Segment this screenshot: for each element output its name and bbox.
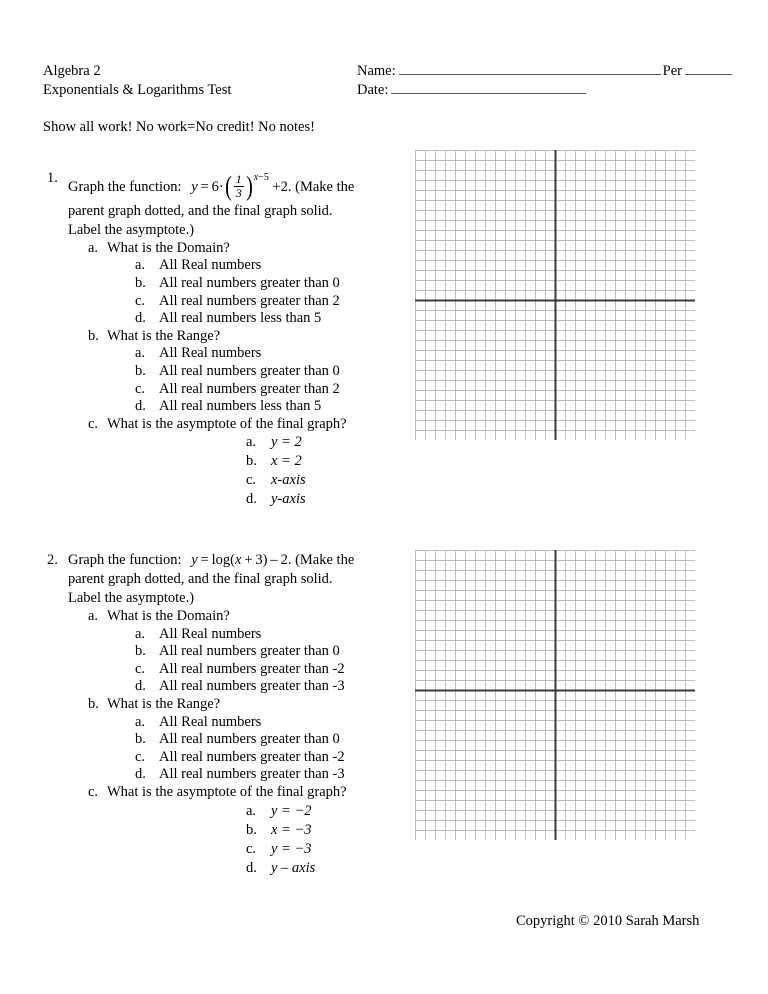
question-2-instruction-3: Label the asymptote.) [68,590,195,606]
option-text: All Real numbers [159,625,262,642]
option-item[interactable] [43,257,413,275]
name-row [357,62,734,81]
question-1-part-b [43,328,413,346]
graph-area-question-1[interactable] [415,150,695,440]
question-2 [43,550,413,878]
part-question: What is the Range? [107,695,221,712]
option-marker: c. [135,380,146,397]
part-question: What is the Range? [107,327,221,344]
coordinate-grid-1[interactable] [415,150,695,440]
equation-plus: + [272,178,281,195]
question-2-number: 2. [47,552,58,568]
question-1-part-a [43,240,413,258]
date-row [357,81,734,100]
question-1 [43,168,413,509]
option-marker: d. [246,491,257,508]
question-1-make-the: (Make the [295,178,355,195]
equation-coefficient: 6 [211,178,219,195]
equation-exponent [254,172,269,183]
option-text: All Real numbers [159,713,262,730]
option-item[interactable] [43,293,413,311]
option-item[interactable] [43,714,413,732]
equation-minus: – [270,552,278,568]
equation-fraction [234,173,244,199]
option-item[interactable] [43,643,413,661]
exponent-op: − [258,172,264,183]
header-left [43,62,231,100]
question-2-instruction-2: parent graph dotted, and the final graph solid. [68,571,333,587]
option-marker: c. [246,840,257,857]
option-item[interactable] [43,363,413,381]
close-paren: ) [245,170,253,201]
part-question: What is the Domain? [107,239,230,256]
option-marker: d. [135,398,146,415]
option-text: All Real numbers [159,257,262,274]
option-item[interactable] [43,840,413,859]
option-marker: d. [135,310,146,327]
option-text: All real numbers greater than 0 [159,731,340,748]
part-question: What is the asymptote of the final graph? [107,415,347,432]
option-item[interactable] [43,490,413,509]
question-1-prompt-line [68,168,413,202]
fraction-denominator: 3 [235,186,242,200]
part-question: What is the Domain? [107,608,230,624]
test-title: Exponentials & Logarithms Test [43,82,232,98]
option-marker: d. [135,678,146,695]
question-1-prompt: Graph the function: [68,178,182,195]
open-paren: ( [224,170,232,201]
part-question: What is the asymptote of the final graph? [107,783,347,800]
name-blank-field[interactable] [399,62,661,75]
equation-constant: 2 [280,178,288,195]
option-text: All real numbers greater than 0 [159,275,340,292]
question-2-part-a [43,608,413,626]
option-item[interactable] [43,310,413,328]
option-item[interactable] [43,749,413,767]
question-2-prompt-line [68,550,413,570]
option-marker: c. [246,472,257,489]
option-item[interactable] [43,661,413,679]
part-marker: a. [88,239,99,256]
option-text: x = 2 [271,453,302,470]
exponent-var: x [253,172,259,183]
question-2-part-b [43,696,413,714]
question-2-equation [191,552,295,568]
part-marker: a. [88,608,99,624]
equation-arg-var: x [234,552,242,568]
option-marker: c. [135,292,146,309]
date-label: Date: [357,82,389,98]
option-marker: a. [246,434,257,451]
option-text: y = 2 [271,434,302,451]
option-marker: b. [246,821,257,838]
equation-close-paren: ) [262,552,268,568]
date-blank-field[interactable] [391,81,586,94]
option-text: x = −3 [271,821,312,838]
option-marker: a. [135,257,146,274]
option-item[interactable] [43,452,413,471]
question-1-equation [191,170,295,201]
option-text: All real numbers less than 5 [159,398,322,415]
question-1-stem [43,168,413,240]
option-text: All real numbers greater than -2 [159,748,345,765]
exponent-num: 5 [263,172,269,183]
option-marker: a. [135,713,146,730]
option-text: All real numbers greater than -3 [159,766,345,783]
equation-lhs: y [191,178,198,195]
question-1-instruction-2: parent graph dotted, and the final graph solid. [68,202,333,219]
option-text: All real numbers less than 5 [159,310,322,327]
equation-equals: = [200,552,209,568]
question-1-instruction-3: Label the asymptote.) [68,221,195,238]
option-marker: c. [135,660,146,677]
question-2-make-the: (Make the [295,552,355,568]
equation-arg-num: 3 [255,552,263,568]
question-1-part-c [43,416,413,434]
option-text: y – axis [271,859,316,876]
option-marker: b. [135,362,146,379]
equation-period: . [287,552,292,568]
question-2-stem [43,550,413,608]
header-right [357,62,734,100]
equation-constant: 2 [280,552,288,568]
equation-lhs: y [191,552,198,568]
option-marker: a. [246,802,257,819]
equation-equals: = [200,178,209,195]
coordinate-grid-2[interactable] [415,550,695,840]
part-marker: b. [88,695,99,712]
option-item[interactable] [43,626,413,644]
option-text: y = −2 [271,802,312,819]
option-text: All real numbers greater than 0 [159,362,340,379]
option-item[interactable] [43,802,413,821]
part-marker: c. [88,783,99,800]
option-text: All Real numbers [159,345,262,362]
name-label: Name: [357,63,396,79]
course-title: Algebra 2 [43,63,101,79]
option-text: y-axis [271,491,306,508]
option-item[interactable] [43,433,413,452]
option-text: All real numbers greater than 2 [159,292,340,309]
instruction-line: Show all work! No work=No credit! No notes! [43,119,315,135]
equation-arg-op: + [244,552,253,568]
option-item[interactable] [43,471,413,490]
option-item[interactable] [43,821,413,840]
part-marker: c. [88,415,99,432]
option-item[interactable] [43,398,413,416]
option-text: All real numbers greater than 2 [159,380,340,397]
option-text: All real numbers greater than 0 [159,643,340,660]
option-text: All real numbers greater than -3 [159,678,345,695]
equation-period: . [287,178,292,195]
equation-dot: · [218,178,224,195]
option-marker: b. [135,731,146,748]
option-item[interactable] [43,766,413,784]
option-item[interactable] [43,859,413,878]
option-marker: b. [135,643,146,660]
option-item[interactable] [43,731,413,749]
copyright-notice: Copyright © 2010 Sarah Marsh [516,913,700,929]
option-text: x-axis [271,472,306,489]
option-text: y = −3 [271,840,312,857]
equation-log-open: log( [211,552,235,568]
option-marker: c. [135,748,146,765]
option-marker: a. [135,345,146,362]
per-blank-field[interactable] [685,62,732,75]
question-2-prompt: Graph the function: [68,552,182,568]
question-1-number: 1. [47,170,58,186]
option-item[interactable] [43,381,413,399]
fraction-numerator: 1 [235,172,242,187]
graph-area-question-2[interactable] [415,550,695,840]
option-marker: d. [135,766,146,783]
option-marker: a. [135,625,146,642]
option-marker: b. [246,453,257,470]
per-label: Per [662,63,682,79]
option-item[interactable] [43,345,413,363]
option-marker: d. [246,859,257,876]
question-2-part-c [43,784,413,802]
option-marker: b. [135,275,146,292]
option-item[interactable] [43,678,413,696]
option-item[interactable] [43,275,413,293]
option-text: All real numbers greater than -2 [159,660,345,677]
part-marker: b. [88,327,99,344]
